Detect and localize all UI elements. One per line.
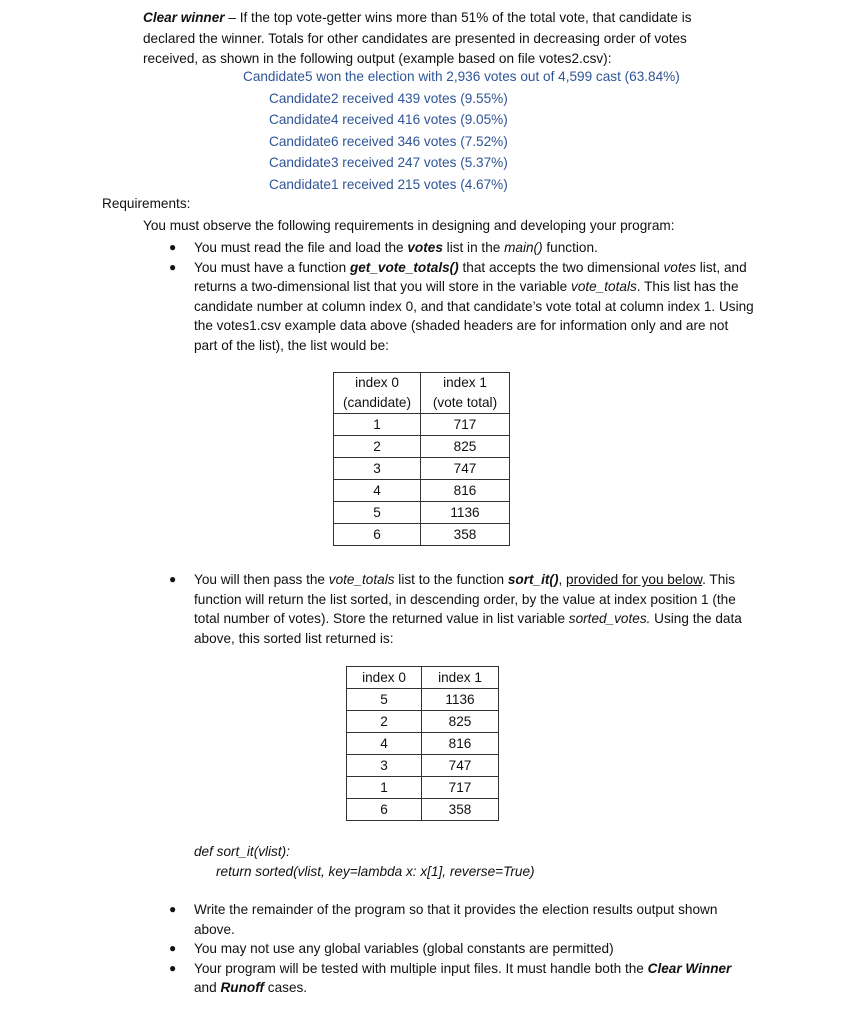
table-row	[347, 777, 499, 799]
requirement-item	[169, 959, 754, 998]
table-cell: 358	[421, 524, 510, 546]
table-cell: 5	[347, 689, 422, 711]
table-row	[347, 689, 499, 711]
requirement-item	[169, 939, 754, 959]
requirement-item	[169, 258, 754, 356]
table-header-row	[347, 667, 499, 689]
header-cell: index 0 (candidate)	[334, 373, 421, 414]
table-row	[334, 502, 510, 524]
table-cell: 1	[347, 777, 422, 799]
requirements-list-continued	[169, 570, 754, 648]
table-row	[334, 480, 510, 502]
table-row	[334, 524, 510, 546]
table-row	[334, 436, 510, 458]
bullet-icon: ●	[169, 240, 177, 254]
table-cell: 6	[347, 799, 422, 821]
output-other-candidates	[269, 88, 508, 195]
clear-winner-paragraph	[143, 8, 743, 70]
table-header-row	[334, 373, 510, 414]
req-emph: sorted_votes.	[568, 611, 651, 627]
table-cell: 2	[334, 436, 421, 458]
table-cell: 6	[334, 524, 421, 546]
req-emph: Runoff	[220, 980, 265, 996]
bullet-icon: ●	[169, 941, 177, 956]
table-cell: 4	[334, 480, 421, 502]
output-line: Candidate1 received 215 votes (4.67%)	[269, 176, 508, 192]
requirements-list-final	[169, 900, 754, 998]
requirement-item	[169, 238, 754, 258]
table-cell: 717	[422, 777, 499, 799]
clear-winner-label: Clear winner	[143, 10, 225, 25]
requirement-item	[169, 570, 754, 648]
table-cell: 717	[421, 414, 510, 436]
req-emph: vote_totals	[328, 572, 395, 587]
table-cell: 816	[421, 480, 510, 502]
req-emph: main()	[504, 240, 543, 255]
req-emph: votes	[407, 240, 443, 255]
bullet-icon: ●	[169, 572, 177, 586]
req-text: that accepts the two dimensional	[458, 259, 664, 275]
table-cell: 816	[422, 733, 499, 755]
output-winner-line: Candidate5 won the election with 2,936 votes out of 4,599 cast (63.84%)	[243, 69, 680, 84]
req-text: list to the function	[394, 572, 508, 587]
clear-winner-text: – If the top vote-getter wins more than 51% of the total vote, that candidate is declared the winner. Totals for other candidates are presented in decreasing order of votes received, as shown in the following output (example based on file votes2.csv):	[143, 10, 692, 66]
sorted-votes-table	[346, 666, 499, 821]
req-emph: votes	[663, 259, 696, 275]
table-cell: 4	[347, 733, 422, 755]
req-text: Using the data above, this sorted list returned is:	[194, 611, 742, 646]
req-text: . This list has the candidate number at column index 0, and that candidate’s vote total at column index 1. Using the votes1.csv example data above (shaded headers are for information only and are not part of the list), the list would be:	[194, 279, 754, 353]
table-row	[334, 458, 510, 480]
table-row	[347, 755, 499, 777]
bullet-icon: ●	[169, 259, 177, 274]
table-cell: 2	[347, 711, 422, 733]
header-cell: index 0	[347, 667, 422, 689]
table-cell: 3	[347, 755, 422, 777]
table-cell: 5	[334, 502, 421, 524]
req-emph: get_vote_totals()	[349, 259, 459, 275]
table-row	[347, 799, 499, 821]
table-cell: 1136	[421, 502, 510, 524]
req-emph: Clear Winner	[647, 960, 732, 976]
sort-it-code	[194, 842, 535, 882]
table-row	[334, 414, 510, 436]
req-text: You must have a function	[194, 259, 350, 275]
table-row	[347, 733, 499, 755]
requirements-list	[169, 238, 754, 356]
requirement-item	[169, 900, 754, 939]
req-text: list, and returns a two-dimensional list that you will store in the variable	[194, 259, 747, 295]
requirements-intro: You must observe the following requirements in designing and developing your program:	[143, 218, 675, 233]
code-line: def sort_it(vlist):	[194, 844, 290, 859]
table-cell: 747	[421, 458, 510, 480]
req-text: You will then pass the	[194, 572, 329, 587]
req-link-text: provided for you below	[566, 572, 703, 587]
req-text: function.	[542, 240, 598, 255]
req-text: and	[194, 980, 221, 996]
vote-totals-table	[333, 372, 510, 546]
table-cell: 825	[422, 711, 499, 733]
bullet-icon: ●	[169, 902, 177, 916]
output-line: Candidate3 received 247 votes (5.37%)	[269, 155, 508, 171]
table-cell: 3	[334, 458, 421, 480]
header-cell: index 1 (vote total)	[421, 373, 510, 414]
table-row	[347, 711, 499, 733]
table-cell: 358	[422, 799, 499, 821]
req-text: ,	[558, 572, 567, 587]
req-text: You must read the file and load the	[194, 240, 408, 255]
table-cell: 1136	[422, 689, 499, 711]
requirements-heading: Requirements:	[102, 196, 191, 211]
req-text: You may not use any global variables (global constants are permitted)	[194, 941, 614, 957]
req-text: Write the remainder of the program so that it provides the election results output shown above.	[194, 902, 718, 937]
req-text: . This function will return the list sorted, in descending order, by the value at index position 1 (the total number of votes). Store the returned value in list variable	[194, 572, 736, 627]
req-text: list in the	[442, 240, 505, 255]
output-line: Candidate4 received 416 votes (9.05%)	[269, 112, 508, 128]
req-emph: vote_totals	[571, 279, 637, 295]
req-emph: sort_it()	[507, 572, 559, 587]
req-text: Your program will be tested with multiple input files. It must handle both the	[194, 960, 648, 976]
output-line: Candidate2 received 439 votes (9.55%)	[269, 91, 508, 106]
bullet-icon: ●	[169, 960, 177, 975]
req-text: cases.	[264, 980, 308, 996]
header-cell: index 1	[422, 667, 499, 689]
table-cell: 1	[334, 414, 421, 436]
code-line: return sorted(vlist, key=lambda x: x[1], reverse=True)	[216, 864, 535, 879]
output-line: Candidate6 received 346 votes (7.52%)	[269, 133, 508, 149]
table-cell: 747	[422, 755, 499, 777]
table-cell: 825	[421, 436, 510, 458]
